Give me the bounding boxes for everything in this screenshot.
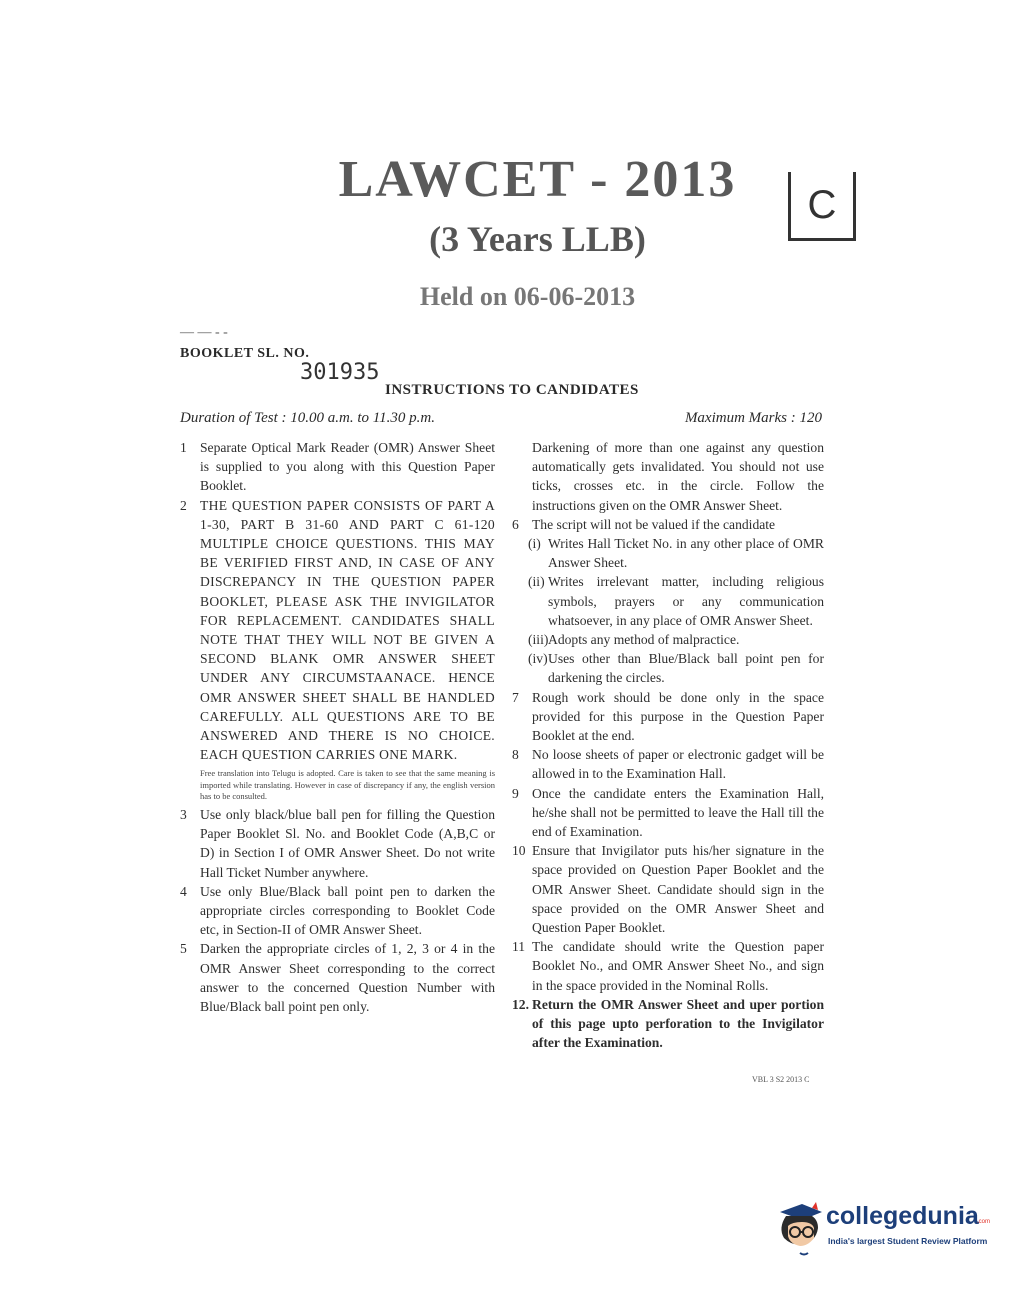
instruction-number: 4 [180,883,187,899]
sub-instruction [512,630,824,649]
collegedunia-logo[interactable] [772,1198,992,1258]
sub-instruction-text: Writes Hall Ticket No. in any other place of OMR Answer Sheet. [548,536,824,571]
instruction-text: The script will not be valued if the candidate [532,516,776,532]
instruction-text: Rough work should be done only in the space provided for this purpose in the Question Paper Booklet at the end. [532,689,824,744]
sub-instruction-text: Writes irrelevant matter, including religious symbols, prayers or any communication whatsoever, in any place of OMR Answer Sheet. [548,574,824,628]
instruction-text: THE QUESTION PAPER CONSISTS OF PART A 1-30, PART B 31-60 AND PART C 61-120 MULTIPLE CHOICE QUESTIONS. THIS MAY BE VERIFIED FIRST AND, IN CASE OF ANY DISCREPANCY IN THE QUESTION PAPER BOOKLET, PLEASE ASK THE INVIGILATOR FOR REPLACEMENT. CANDIDATES SHALL NOTE THAT THEY WILL NOT BE GIVEN A SECOND BLANK OMR ANSWER SHEET UNDER ANY CIRCUMSTAANACE. HENCE OMR ANSWER SHEET SHALL BE HANDLED CAREFULLY. ALL QUESTIONS ARE TO BE ANSWERED AND THERE IS NO CHOICE. EACH QUESTION CARRIES ONE MARK. [200,497,495,763]
exam-subtitle: (3 Years LLB) [429,219,646,259]
instruction-number: 12. [512,996,529,1012]
instructions-heading: INSTRUCTIONS TO CANDIDATES [385,382,639,398]
student-mascot-icon [772,1198,826,1258]
sub-instruction-number: (iv) [528,651,548,667]
test-duration: Duration of Test : 10.00 a.m. to 11.30 p.m. [180,410,436,426]
instruction-text: Darkening of more than one against any question automatically gets invalidated. You should not use ticks, crosses etc. in the circle. Follow the instructions given on the OMR Answer Sheet. [532,440,824,513]
sub-instruction [512,534,824,572]
instruction-text: No loose sheets of paper or electronic gadget will be allowed in to the Examination Hall. [532,747,824,782]
brand-name: collegedunia [826,1202,979,1230]
instruction-number: 7 [512,689,519,705]
exam-date: Held on 06-06-2013 [419,282,636,311]
instructions-right-column [512,438,824,1053]
booklet-serial-label: BOOKLET SL. NO. [180,346,310,361]
instruction-item [180,496,495,765]
instruction-text: The candidate should write the Question paper Booklet No., and OMR Answer Sheet No., and sign in the space provided in the Nominal Rolls. [532,939,824,993]
instruction-item [512,841,824,937]
instruction-number: 1 [180,440,187,455]
instruction-item [512,937,824,995]
booklet-code-box: C [788,172,856,241]
maximum-marks: Maximum Marks : 120 [684,410,822,426]
instruction-number: 2 [180,497,187,513]
exam-title: LAWCET - 2013 [338,151,737,208]
instruction-number: 8 [512,747,519,763]
instruction-item [512,515,824,534]
instruction-item [180,438,495,496]
instruction-item [180,805,495,882]
sub-instruction [512,649,824,687]
instruction-text: Return the OMR Answer Sheet and uper portion of this page upto perforation to the Invigilator after the Examination. [532,996,824,1051]
sub-instruction [512,572,824,630]
instruction-text: Darken the appropriate circles of 1, 2, 3 or 4 in the OMR Answer Sheet corresponding to the correct answer to the concerned Question Number with Blue/Black ball point pen only. [200,941,495,1014]
instruction-item [512,438,824,515]
booklet-serial-number: 301935 [300,360,380,385]
instruction-number: 10 [512,843,526,859]
sub-instruction-number: (ii) [528,574,545,590]
instruction-number: 3 [180,806,187,822]
instruction-text: Separate Optical Mark Reader (OMR) Answer Sheet is supplied to you along with this Question Paper Booklet. [200,440,495,494]
instructions-left-column [180,438,495,1016]
instruction-number: 5 [180,941,187,957]
paper-code: VBL 3 S2 2013 C [752,1075,810,1084]
sub-instruction-text: Uses other than Blue/Black ball point pen for darkening the circles. [548,651,824,686]
instruction-text: Use only Blue/Black ball point pen to darken the appropriate circles corresponding to Booklet Code etc, in Section-II of OMR Answer Sheet. [200,883,495,938]
sub-instruction-number: (iii) [528,632,549,648]
dash-marks: — — - - [180,325,228,340]
instruction-item [512,995,824,1053]
sub-instruction-number: (i) [528,536,541,552]
brand-tagline: India's largest Student Review Platform [828,1236,988,1246]
instruction-item [512,688,824,746]
translation-note: Free translation into Telugu is adopted. Care is taken to see that the same meaning is imported while translating. However in case of discrepancy if any, the english version has to be consulted. [200,768,495,802]
instruction-number: 6 [512,516,519,532]
instruction-item [512,784,824,842]
instruction-item [180,882,495,940]
brand-domain: .com [977,1219,991,1225]
instruction-text: Once the candidate enters the Examination Hall, he/she shall not be permitted to leave the Hall till the end of Examination. [532,785,824,840]
instruction-number: 9 [512,785,519,801]
instruction-item [180,939,495,1016]
instruction-number: 11 [512,939,526,955]
instruction-item [512,745,824,783]
instruction-text: Ensure that Invigilator puts his/her signature in the space provided on Question Paper Booklet and the OMR Answer Sheet. Candidate should sign in the space provided on the OMR Answer Sheet and Question Paper Booklet. [532,843,824,936]
sub-instruction-text: Adopts any method of malpractice. [548,632,740,648]
instruction-text: Use only black/blue ball pen for filling the Question Paper Booklet Sl. No. and Booklet Code (A,B,C or D) in Section I of OMR Answer Sheet. Do not write Hall Ticket Number anywhere. [200,806,495,880]
